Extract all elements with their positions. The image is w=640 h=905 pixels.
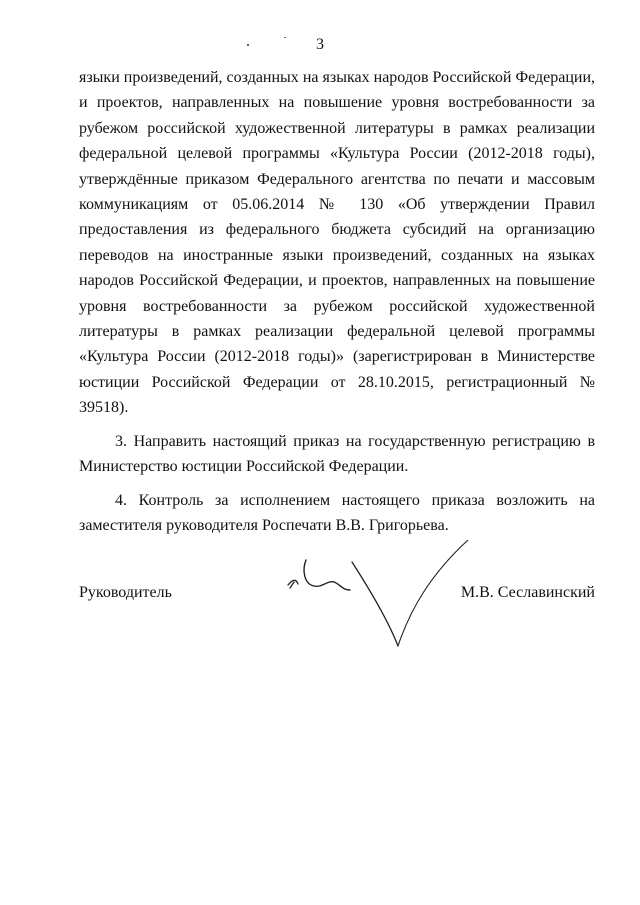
signatory-name: М.В. Сеславинский <box>460 584 595 601</box>
continuation-paragraph: языки произведений, созданных на языках народов Российской Федерации, и проектов, направленных на повышение уровня востребованности за рубежом российской художественной литературы в рамках реализации федеральной целевой программы «Культура России (2012-2018 годы), утверждённые приказом Федерального агентства по печати и массовым коммуникациям от 05.06.2014 № 130 «Об утверждении Правил предоставления из федерального бюджета субсидий на организацию переводов на иностранные языки произведений, созданных на языках народов Российской Федерации, и проектов, направленных на повышение уровня востребованности за рубежом российской художественной литературы в рамках реализации федеральной целевой программы «Культура России (2012-2018 годы)» (зарегистрирован в Министерстве юстиции Российской Федерации от 28.10.2015, регистрационный № 39518). <box>79 69 595 417</box>
item-3-paragraph: 3. Направить настоящий приказ на государственную регистрацию в Министерство юстиции Российской Федерации. <box>79 432 595 476</box>
handwritten-signature <box>280 540 480 650</box>
scan-speck <box>284 37 286 38</box>
item-4-paragraph: 4. Контроль за исполнением настоящего приказа возложить на заместителя руководителя Роспечати В.В. Григорьева. <box>79 491 595 534</box>
scan-speck <box>247 44 249 46</box>
page-number: 3 <box>316 36 324 53</box>
document-body <box>79 65 595 538</box>
signatory-title: Руководитель <box>79 584 172 601</box>
